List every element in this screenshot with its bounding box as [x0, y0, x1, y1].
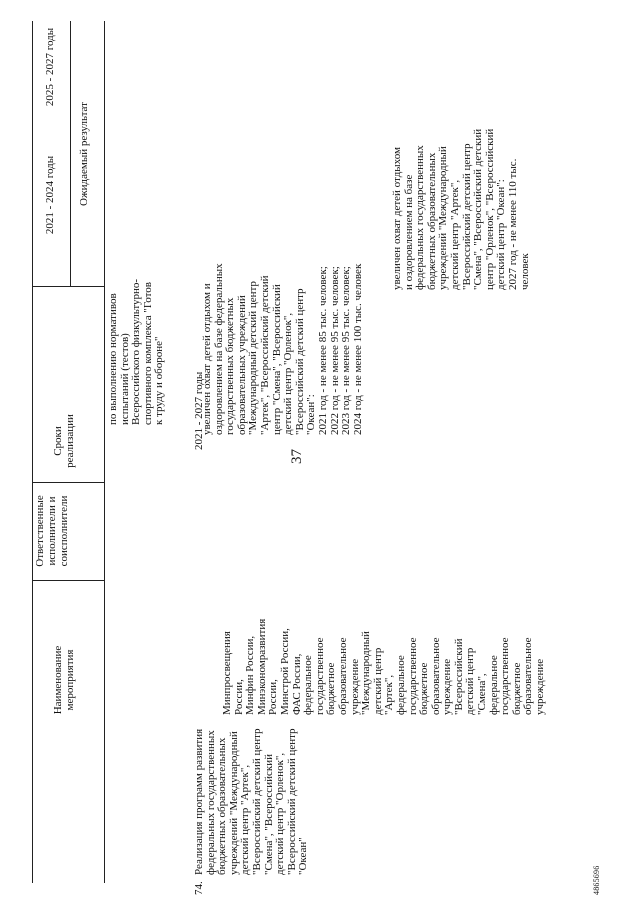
header-period-2021-2024: 2021 - 2024 годы — [44, 155, 56, 235]
row-continuation-name: по выполнению нормативов испытаний (тестов) Всероссийского физкультурно- спортивного комплекса "Готов к труду и обороне" — [107, 278, 166, 425]
row-74-terms: 2021 - 2027 годы — [193, 371, 205, 450]
column-divider-1 — [32, 580, 104, 581]
document-id: 4865696 — [592, 865, 601, 895]
row-74-result-2025-2027: увеличен охват детей отдыхом и оздоровлением на базе федеральных государственных бюджетных образовательных учреждений "Международный детский центр "Артек", "Всероссийский детский центр "Смена", "Всероссийский детский центр "Орленок", "Всероссийский детский центр "Океан": 2027 год - не менее 110 тыс. человек — [391, 128, 531, 290]
row-74-name: Реализация программ развития федеральных государственных бюджетных образовательных учреждений "Международный детский центр "Артек", "Всероссийский детский центр "Смена", "Всероссийский детский центр "Орленок", "Всероссийский детский центр "Океан" — [193, 728, 310, 875]
row-74-result-2021-2024: увеличен охват детей отдыхом и оздоровлением на базе федеральных государственных бюджетных образовательных учреждений "Международный детский центр "Артек", "Всероссийский детский центр "Смена", "Всероссийский детский центр "Орленок", "Всероссийский детский центр "Океан": 2021 год - не менее 85 тыс. человек; 2022 год - не менее 95 тыс. человек; 2023 год - не менее 95 тыс. человек; 2024 год - не менее 100 тыс. человек — [201, 263, 364, 435]
expected-subheader-line — [70, 21, 71, 287]
row-74-number: 74. — [193, 881, 205, 895]
header-expected-result: Ожидаемый результат — [78, 102, 90, 206]
header-terms: Сроки реализации — [52, 414, 76, 468]
column-divider-2 — [32, 482, 104, 483]
header-period-2025-2027: 2025 - 2027 годы — [44, 27, 56, 107]
page-number: 37 — [289, 449, 305, 464]
header-name: Наименование мероприятия — [52, 645, 76, 715]
row-74-executors: Минпросвещения России, Минфин России, Минэкономразвития России, Минстрой России, ФАС России, федеральное государственное бюджетное образовательное учреждение "Международный детский центр "Артек", федеральное государственное бюджетное образовательное учреждение "Всероссийский детский центр "Смена", федеральное государственное бюджетное образовательное учреждение — [221, 618, 547, 715]
table-top-border — [104, 21, 105, 883]
table-header-bottom-border — [32, 21, 33, 883]
column-divider-3 — [32, 286, 104, 287]
header-executors: Ответственные исполнители и соисполнители — [34, 495, 70, 567]
